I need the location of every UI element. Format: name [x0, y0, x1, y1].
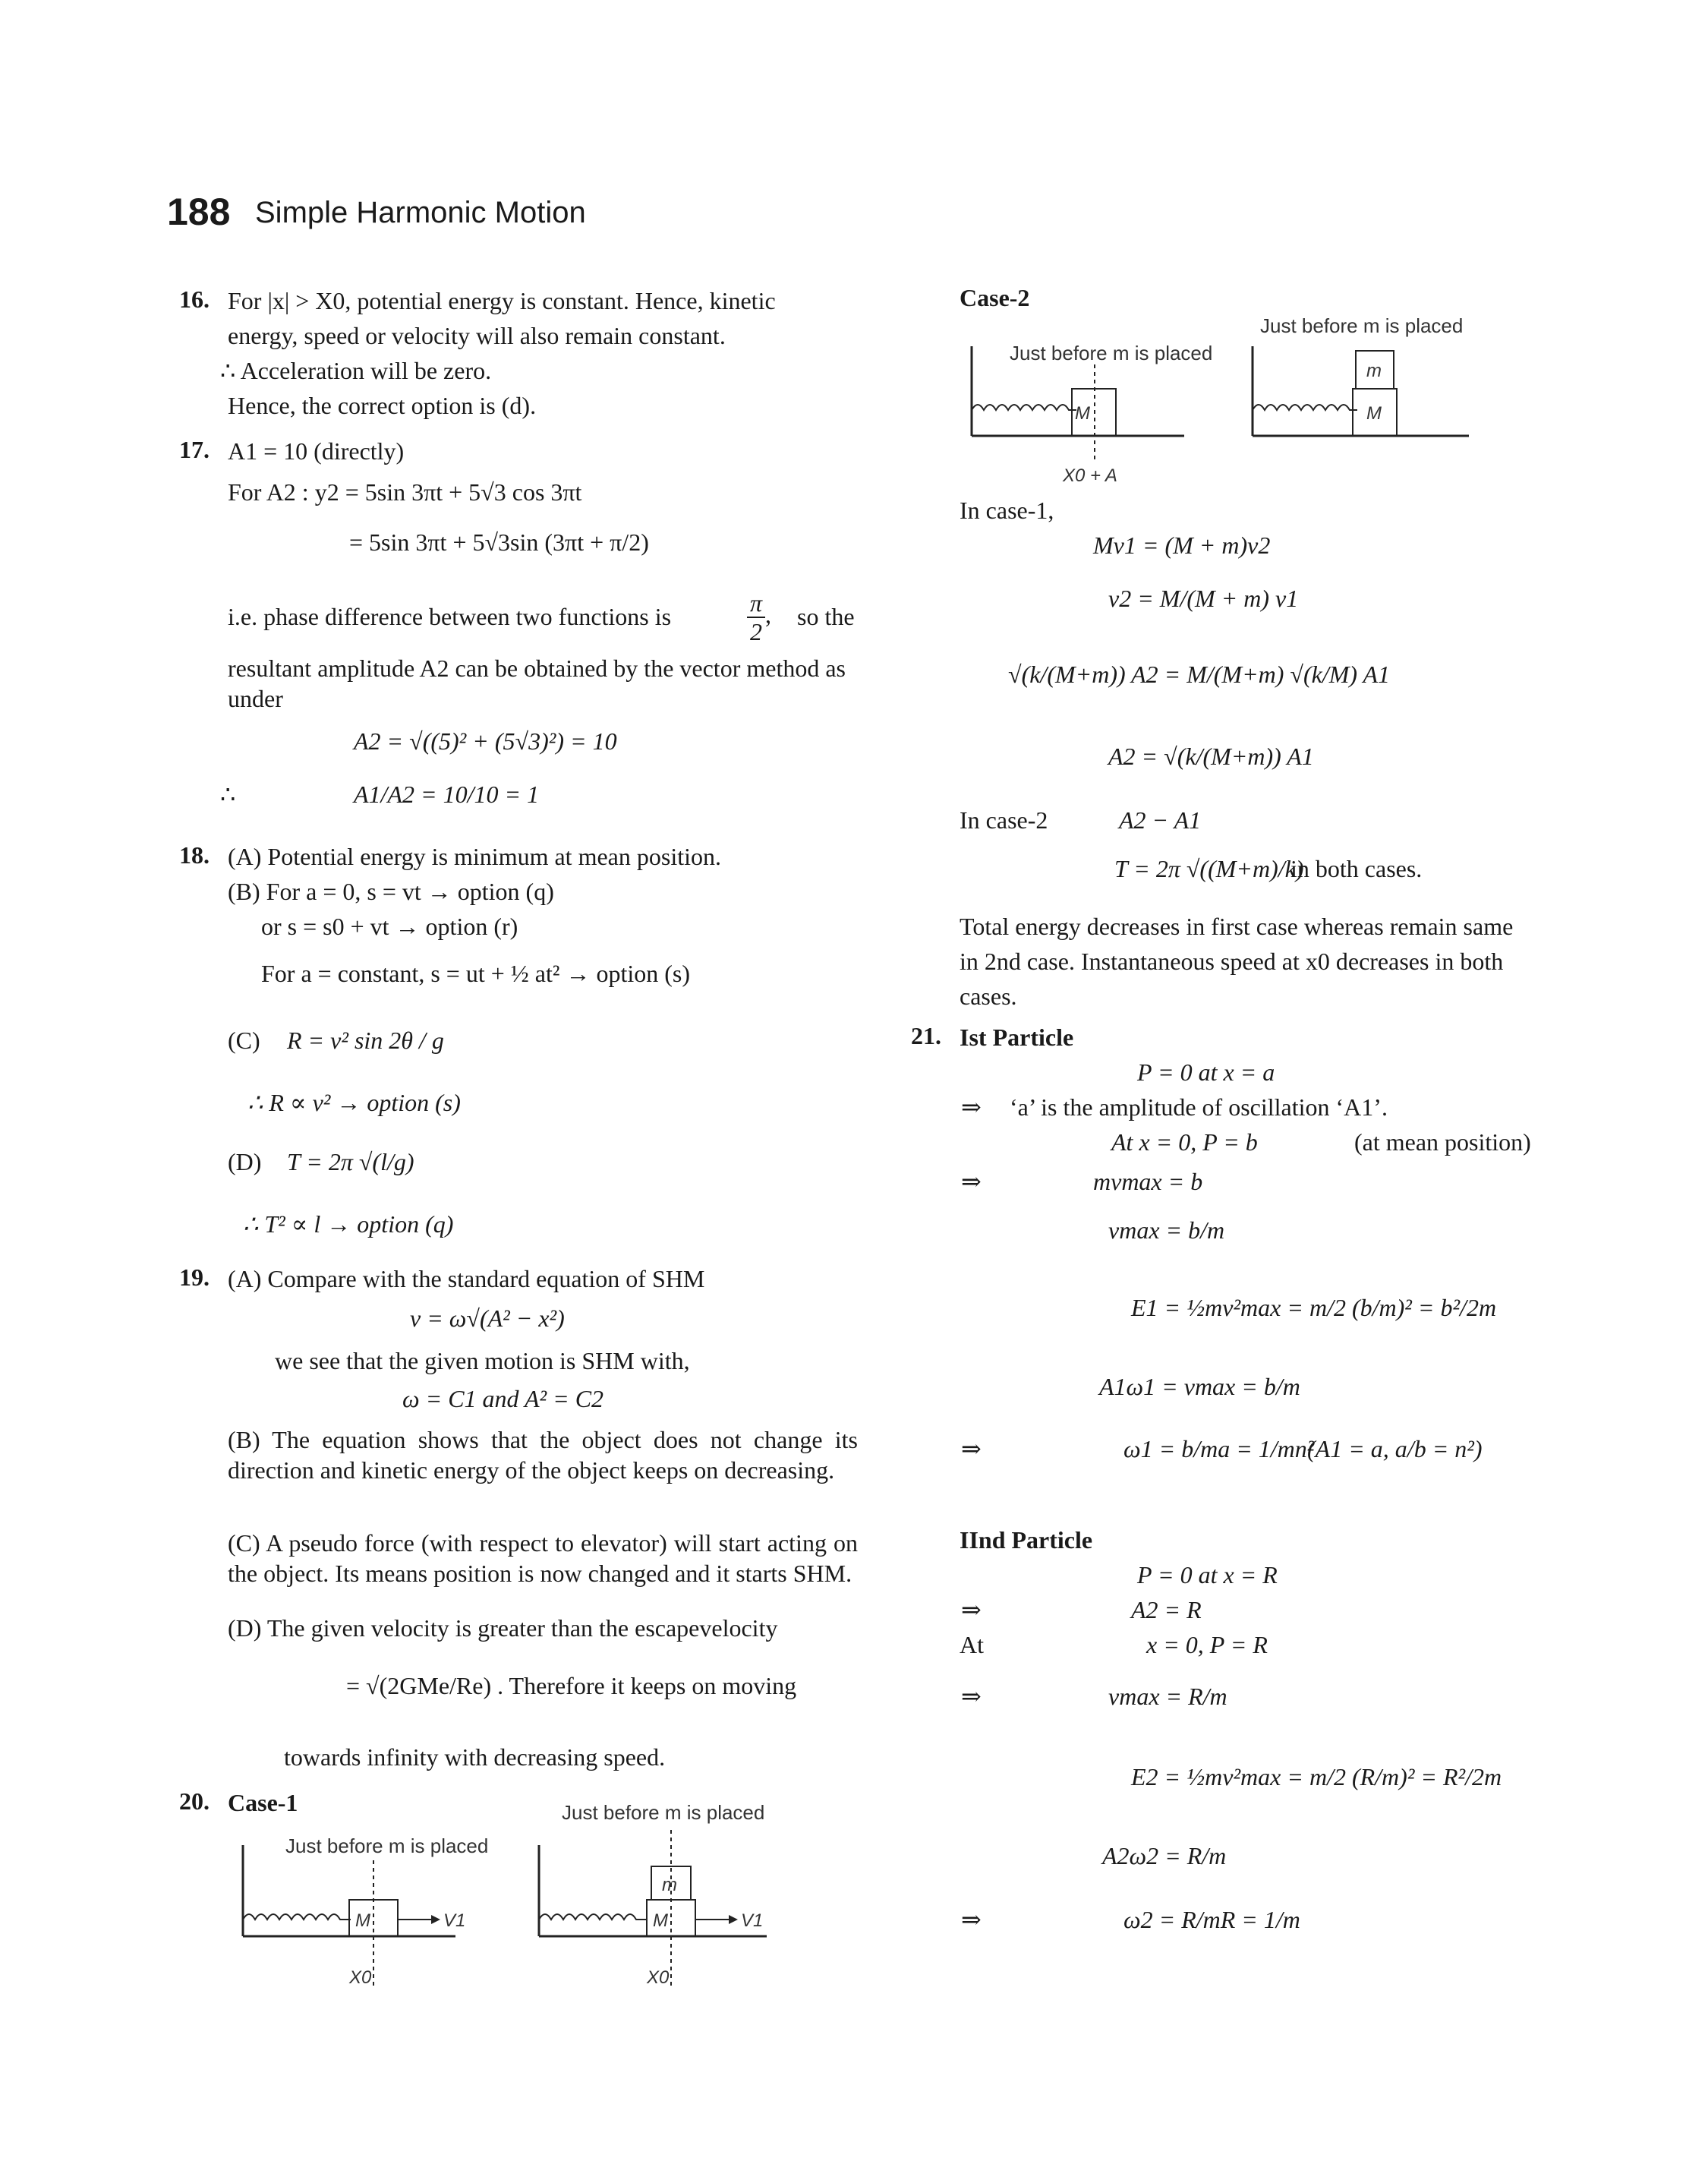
q19-d1: (D) The given velocity is greater than the escapevelocity — [228, 1614, 778, 1642]
q21-particle1-heading: Ist Particle — [960, 1024, 1074, 1051]
implies-3: ⇒ — [961, 1435, 982, 1462]
q18-d-label: (D) — [228, 1148, 262, 1175]
q17-line3: = 5sin 3πt + 5√3sin (3πt + π/2) — [349, 528, 649, 556]
q19-number: 19. — [179, 1263, 210, 1291]
q20-case2-heading: Case-2 — [960, 284, 1030, 311]
q17-pi-over-2: $\frac{\pi}{2}$ , — [747, 589, 771, 645]
q20-eq6b: in both cases. — [1290, 855, 1423, 882]
q20-total-3: cases. — [960, 983, 1017, 1010]
case1-caption-right: Just before m is placed — [562, 1801, 765, 1824]
q19-a3: we see that the given motion is SHM with, — [275, 1347, 690, 1374]
q21-a6: E1 = ½mv²max = m/2 (b/m)² = b²/2m — [1131, 1294, 1497, 1321]
q20-eq5: A2 − A1 — [1119, 806, 1202, 834]
q21-a3: At x = 0, P = b — [1111, 1128, 1258, 1156]
q21-b6: A2ω2 = R/m — [1102, 1842, 1227, 1869]
q21-at: At — [960, 1631, 984, 1658]
q20-number: 20. — [179, 1787, 210, 1815]
q17-line4b: so the — [797, 603, 855, 630]
case2-figure — [964, 334, 1480, 494]
q20-total-1: Total energy decreases in first case whereas remain same — [960, 913, 1514, 940]
q19-a1: (A) Compare with the standard equation of SHM — [228, 1265, 705, 1292]
q17-therefore: ∴ — [220, 781, 236, 808]
case1-caption-left: Just before m is placed — [285, 1834, 489, 1857]
q16-line2: energy, speed or velocity will also remain constant. — [228, 322, 726, 349]
implies-5: ⇒ — [961, 1683, 982, 1710]
q16-line1: For |x| > X0, potential energy is constant. Hence, kinetic — [228, 287, 776, 314]
label-M: M — [355, 1910, 370, 1931]
q21-a3b: (at mean position) — [1354, 1128, 1531, 1156]
q21-a4: mvmax = b — [1093, 1168, 1203, 1195]
arrow-icon — [431, 1915, 440, 1924]
q20-eq4: A2 = √(k/(M+m)) A1 — [1108, 743, 1314, 770]
q21-b4: vmax = R/m — [1108, 1683, 1227, 1710]
q16-number: 16. — [179, 285, 210, 313]
q17-line4a: i.e. phase difference between two functions is — [228, 603, 672, 630]
label-x0a: X0 + A — [1063, 465, 1117, 486]
svg-text:M: M — [1075, 403, 1090, 424]
q18-b3: For a = constant, s = ut + ½ at² → option (s) — [261, 960, 691, 987]
q17-line8: A1/A2 = 10/10 = 1 — [354, 781, 540, 808]
svg-text:m: m — [1366, 361, 1382, 381]
q21-a8b: (A1 = a, a/b = n²) — [1307, 1435, 1483, 1462]
q20-eq1: Mv1 = (M + m)v2 — [1093, 532, 1271, 559]
q20-eq6: T = 2π √((M+m)/k) — [1114, 855, 1304, 882]
q16-line4: Hence, the correct option is (d). — [228, 392, 537, 419]
page-title: Simple Harmonic Motion — [255, 196, 586, 229]
spring-icon — [972, 405, 1076, 410]
q17-line7: A2 = √((5)² + (5√3)²) = 10 — [354, 727, 617, 755]
svg-text:X0: X0 — [647, 1967, 670, 1988]
q18-d1: T = 2π √(l/g) — [287, 1148, 414, 1175]
svg-text:V1: V1 — [741, 1910, 764, 1931]
q17-line6: under — [228, 685, 283, 712]
label-v1: V1 — [443, 1910, 466, 1931]
label-m: m — [662, 1875, 677, 1895]
q20-in-case1: In case-1, — [960, 497, 1054, 524]
case2-caption-left: Just before m is placed — [1010, 342, 1213, 364]
spring-icon — [243, 1914, 351, 1920]
q18-a: (A) Potential energy is minimum at mean position. — [228, 843, 721, 870]
case2-caption-right: Just before m is placed — [1260, 314, 1464, 337]
label-x0: X0 — [349, 1967, 372, 1988]
q19-a2: v = ω√(A² − x²) — [410, 1304, 565, 1332]
q19-b: (B) The equation shows that the object does not change its direction and kinetic energy of the object keeps on decreasing. — [228, 1426, 858, 1484]
q20-case1-heading: Case-1 — [228, 1789, 298, 1816]
q21-b7: ω2 = R/mR = 1/m — [1123, 1906, 1300, 1933]
q18-number: 18. — [179, 841, 210, 869]
q21-a8: ω1 = b/ma = 1/mn² — [1123, 1435, 1315, 1462]
q17-line1: A1 = 10 (directly) — [228, 437, 405, 465]
q17-line2: For A2 : y2 = 5sin 3πt + 5√3 cos 3πt — [228, 478, 582, 506]
implies-6: ⇒ — [961, 1906, 982, 1933]
q21-b3: x = 0, P = R — [1146, 1631, 1268, 1658]
q21-a5: vmax = b/m — [1108, 1216, 1225, 1244]
q21-a2: ‘a’ is the amplitude of oscillation ‘A1’. — [1010, 1093, 1388, 1121]
page-number: 188 — [167, 191, 231, 233]
q20-eq3: √(k/(M+m)) A2 = M/(M+m) √(k/M) A1 — [1008, 661, 1391, 688]
svg-text:M: M — [1366, 403, 1382, 424]
q21-b2: A2 = R — [1131, 1596, 1202, 1623]
q18-c-label: (C) — [228, 1027, 260, 1054]
q19-d2: = √(2GMe/Re) . Therefore it keeps on moving — [346, 1672, 797, 1699]
q21-a7: A1ω1 = vmax = b/m — [1099, 1373, 1300, 1400]
q19-c: (C) A pseudo force (with respect to elevator) will start acting on the object. Its means position is now changed and it starts SHM. — [228, 1529, 858, 1587]
q21-a1: P = 0 at x = a — [1137, 1058, 1275, 1086]
q19-a4: ω = C1 and A² = C2 — [402, 1385, 604, 1412]
implies-4: ⇒ — [961, 1596, 982, 1623]
q18-b2: or s = s0 + vt → option (r) — [261, 913, 518, 940]
q16-line3: ∴ Acceleration will be zero. — [220, 357, 492, 384]
q21-b5: E2 = ½mv²max = m/2 (R/m)² = R²/2m — [1131, 1763, 1502, 1790]
q21-number: 21. — [911, 1022, 941, 1049]
q18-b1: (B) For a = 0, s = vt → option (q) — [228, 878, 554, 905]
q17-line5: resultant amplitude A2 can be obtained by the vector method as — [228, 655, 846, 682]
q18-d2: ∴ T² ∝ l → option (q) — [243, 1210, 454, 1238]
q20-in-case2: In case-2 — [960, 806, 1048, 834]
q20-eq2: v2 = M/(M + m) v1 — [1108, 585, 1299, 612]
q21-particle2-heading: IInd Particle — [960, 1526, 1093, 1554]
q18-c1: R = v² sin 2θ / g — [287, 1027, 444, 1054]
implies-1: ⇒ — [961, 1093, 982, 1121]
q18-c2: ∴ R ∝ v² → option (s) — [247, 1089, 461, 1116]
implies-2: ⇒ — [961, 1168, 982, 1195]
q21-b1: P = 0 at x = R — [1137, 1561, 1278, 1588]
svg-text:M: M — [653, 1910, 668, 1931]
q19-d3: towards infinity with decreasing speed. — [284, 1743, 666, 1771]
q17-number: 17. — [179, 436, 210, 463]
q20-total-2: in 2nd case. Instantaneous speed at x0 decreases in both — [960, 948, 1504, 975]
